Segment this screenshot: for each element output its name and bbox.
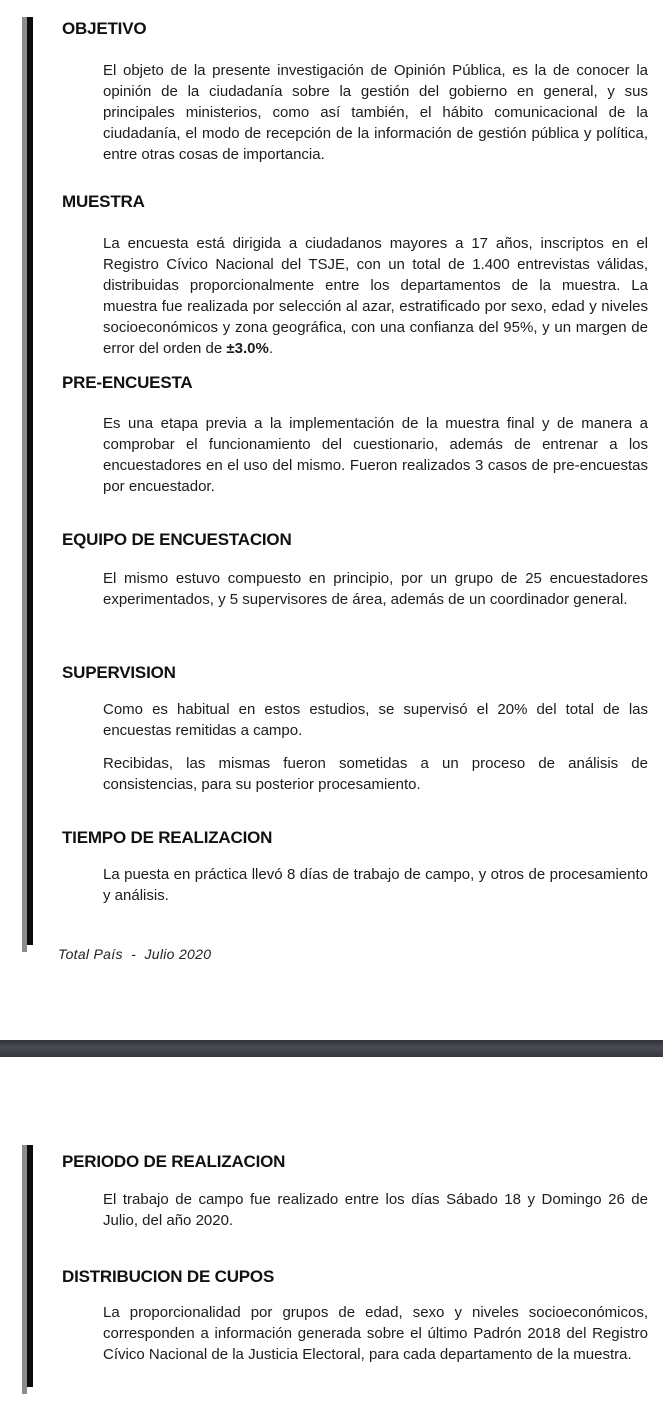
accent-bar-shadow-tail [22,945,27,952]
paragraph-periodo: El trabajo de campo fue realizado entre los días Sábado 18 y Domingo 26 de Julio, del año 2020. [103,1191,648,1229]
paragraph-supervision-2: Recibidas, las mismas fueron sometidas a un proceso de análisis de consistencias, para su posterior procesamiento. [103,755,648,793]
paragraph-muestra-tail: . [268,340,273,357]
paragraph-distribucion: La proporcionalidad por grupos de edad, sexo y niveles socioeconómicos, corresponden a información generada sobre el último Padrón 2018 del Registro Cívico Nacional de la Justicia Electoral, para cada departamento de la muestra. [103,1304,648,1363]
section-heading-equipo-de-encuestacion: EQUIPO DE ENCUESTACION [62,530,292,549]
section-heading-objetivo: OBJETIVO [62,19,147,38]
section-heading-tiempo-de-realizacion: TIEMPO DE REALIZACION [62,828,273,847]
paragraph-tiempo: La puesta en práctica llevó 8 días de trabajo de campo, y otros de procesamiento y análisis. [103,866,648,904]
left-accent-bar-page1 [22,17,33,945]
section-heading-muestra: MUESTRA [62,192,145,211]
paragraph-muestra [103,233,648,359]
section-heading-distribucion-de-cupos: DISTRIBUCION DE CUPOS [62,1267,275,1286]
section-heading-pre-encuesta: PRE-ENCUESTA [62,373,193,392]
slide-separator-bar [0,1040,663,1057]
section-heading-periodo-de-realizacion: PERIODO DE REALIZACION [62,1152,286,1171]
paragraph-objetivo: El objeto de la presente investigación de Opinión Pública, es la de conocer la opinión de la ciudadanía sobre la gestión del gobierno en general, y sus principales ministerios, como así también, el hábito comunicacional de la ciudadanía, el modo de recepción de la información de gestión pública y política, entre otras cosas de importancia. [103,62,648,163]
section-heading-supervision: SUPERVISION [62,663,176,682]
paragraph-equipo: El mismo estuvo compuesto en principio, por un grupo de 25 encuestadores experimentados, y 5 supervisores de área, además de un coordinador general. [103,570,648,608]
slide-footer-caption: Total País - Julio 2020 [58,946,212,962]
paragraph-muestra-text: La encuesta está dirigida a ciudadanos mayores a 17 años, inscriptos en el Registro Cívico Nacional del TSJE, con un total de 1.400 entrevistas válidas, distribuidas proporcionalmente entre los departamentos de la muestra. La muestra fue realizada por selección al azar, estratificado por sexo, edad y niveles socioeconómicos y zona geográfica, con una confianza del 95%, y un margen de error del orden de [103,235,648,357]
paragraph-supervision-1: Como es habitual en estos estudios, se supervisó el 20% del total de las encuestas remitidas a campo. [103,701,648,739]
paragraph-pre-encuesta: Es una etapa previa a la implementación de la muestra final y de manera a comprobar el funcionamiento del cuestionario, además de entrenar a los encuestadores en el uso del mismo. Fueron realizados 3 casos de pre-encuestas por encuestador. [103,415,648,495]
left-accent-bar-page2 [22,1145,33,1387]
accent-bar-shadow-tail [22,1387,27,1394]
margin-of-error-value: ±3.0% [226,340,269,357]
